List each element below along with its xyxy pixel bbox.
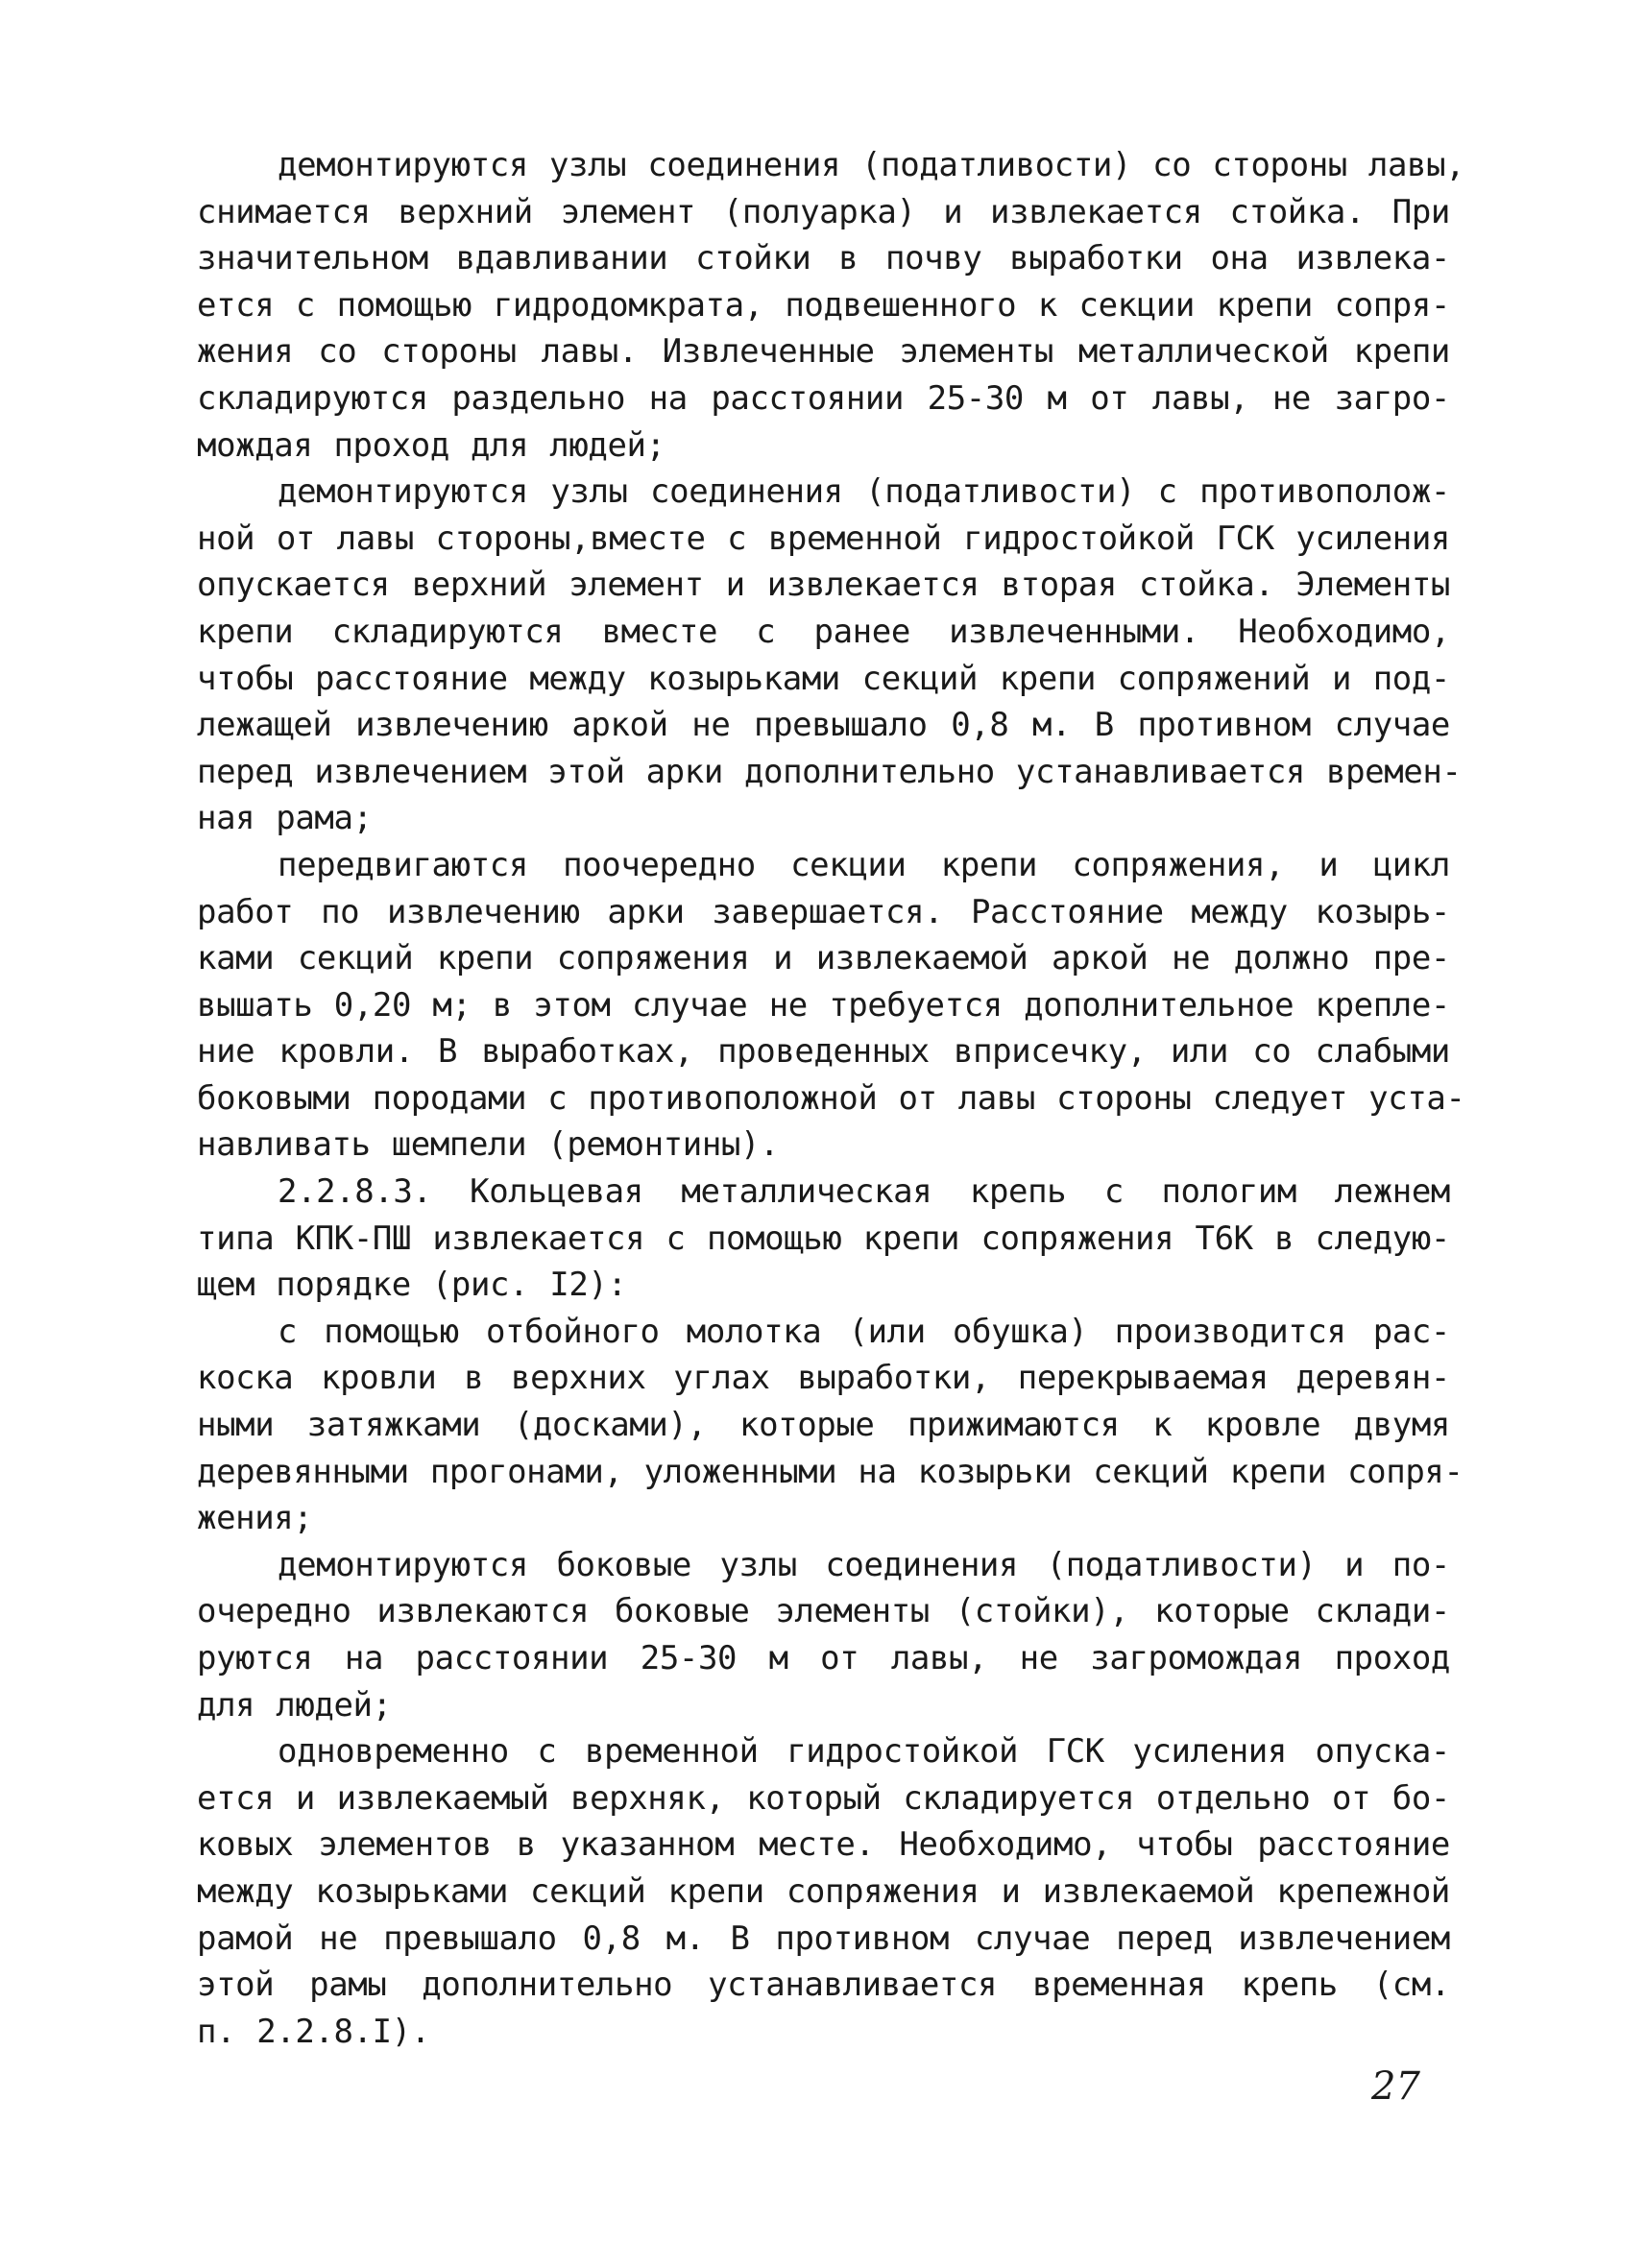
- text-line: демонтируются узлы соединения (податливости) с противополож-: [278, 472, 1450, 512]
- text-line: ная рама;: [197, 799, 373, 838]
- text-line: очередно извлекаются боковые элементы (стойки), которые склади-: [197, 1592, 1450, 1631]
- text-line: коска кровли в верхних углах выработки, перекрываемая деревян-: [197, 1359, 1450, 1398]
- text-line: типа КПК-ПШ извлекается с помощью крепи сопряжения Т6К в следую-: [197, 1218, 1450, 1258]
- text-line: работ по извлечению арки завершается. Расстояние между козырь-: [197, 892, 1450, 931]
- text-line: складируются раздельно на расстоянии 25-30 м от лавы, не загро-: [197, 378, 1450, 418]
- text-line: щем порядке (рис. I2):: [197, 1266, 627, 1305]
- text-line: чтобы расстояние между козырьками секций крепи сопряжений и под-: [197, 659, 1450, 698]
- text-line: навливать шемпели (ремонтины).: [197, 1125, 780, 1165]
- text-line: ние кровли. В выработках, проведенных вприсечку, или со слабыми: [197, 1032, 1450, 1072]
- text-line: для людей;: [197, 1685, 392, 1725]
- text-line: снимается верхний элемент (полуарка) и извлекается стойка. При: [197, 192, 1450, 231]
- text-line: демонтируются боковые узлы соединения (податливости) и по-: [278, 1545, 1450, 1584]
- text-line: ковых элементов в указанном месте. Необходимо, чтобы расстояние: [197, 1825, 1450, 1865]
- text-line: ется с помощью гидродомкрата, подвешенного к секции крепи сопря-: [197, 285, 1450, 325]
- text-line: между козырьками секций крепи сопряжения и извлекаемой крепежной: [197, 1871, 1450, 1911]
- text-line: этой рамы дополнительно устанавливается временная крепь (см.: [197, 1966, 1450, 2005]
- text-line: перед извлечением этой арки дополнительно устанавливается времен-: [197, 752, 1462, 791]
- page-number: 27: [1371, 2064, 1420, 2109]
- text-line: 2.2.8.3. Кольцевая металлическая крепь с пологим лежнем: [278, 1172, 1450, 1212]
- text-line: ками секций крепи сопряжения и извлекаемой аркой не должно пре-: [197, 939, 1450, 978]
- text-line: с помощью отбойного молотка (или обушка) производится рас-: [278, 1312, 1450, 1351]
- text-line: вышать 0,20 м; в этом случае не требуется дополнительное крепле-: [197, 985, 1450, 1025]
- text-line: передвигаются поочередно секции крепи сопряжения, и цикл: [278, 845, 1450, 884]
- text-line: жения со стороны лавы. Извлеченные элементы металлической крепи: [197, 332, 1450, 372]
- text-line: руются на расстоянии 25-30 м от лавы, не загромождая проход: [197, 1639, 1450, 1677]
- text-line: крепи складируются вместе с ранее извлеченными. Необходимо,: [197, 612, 1450, 651]
- text-line: ной от лавы стороны,вместе с временной гидростойкой ГСК усиления: [197, 519, 1450, 558]
- text-line: ными затяжками (досками), которые прижимаются к кровле двумя: [197, 1406, 1450, 1445]
- body-text: [197, 142, 1465, 2055]
- text-line: п. 2.2.8.I).: [197, 2012, 430, 2051]
- text-line: боковыми породами с противоположной от лавы стороны следует уста-: [197, 1078, 1465, 1118]
- text-line: демонтируются узлы соединения (податливости) со стороны лавы,: [278, 146, 1465, 184]
- text-line: лежащей извлечению аркой не превышало 0,8 м. В противном случае: [197, 706, 1450, 745]
- text-line: жения;: [197, 1499, 313, 1538]
- text-line: ется и извлекаемый верхняк, который складируется отдельно от бо-: [197, 1778, 1450, 1818]
- text-line: мождая проход для людей;: [197, 425, 665, 465]
- text-line: одновременно с временной гидростойкой ГСК усиления опуска-: [278, 1732, 1450, 1772]
- text-line: опускается верхний элемент и извлекается вторая стойка. Элементы: [197, 566, 1450, 605]
- text-line: рамой не превышало 0,8 м. В противном случае перед извлечением: [197, 1918, 1450, 1958]
- text-line: значительном вдавливании стойки в почву выработки она извлека-: [197, 239, 1450, 278]
- text-line: деревянными прогонами, уложенными на козырьки секций крепи сопря-: [197, 1452, 1464, 1491]
